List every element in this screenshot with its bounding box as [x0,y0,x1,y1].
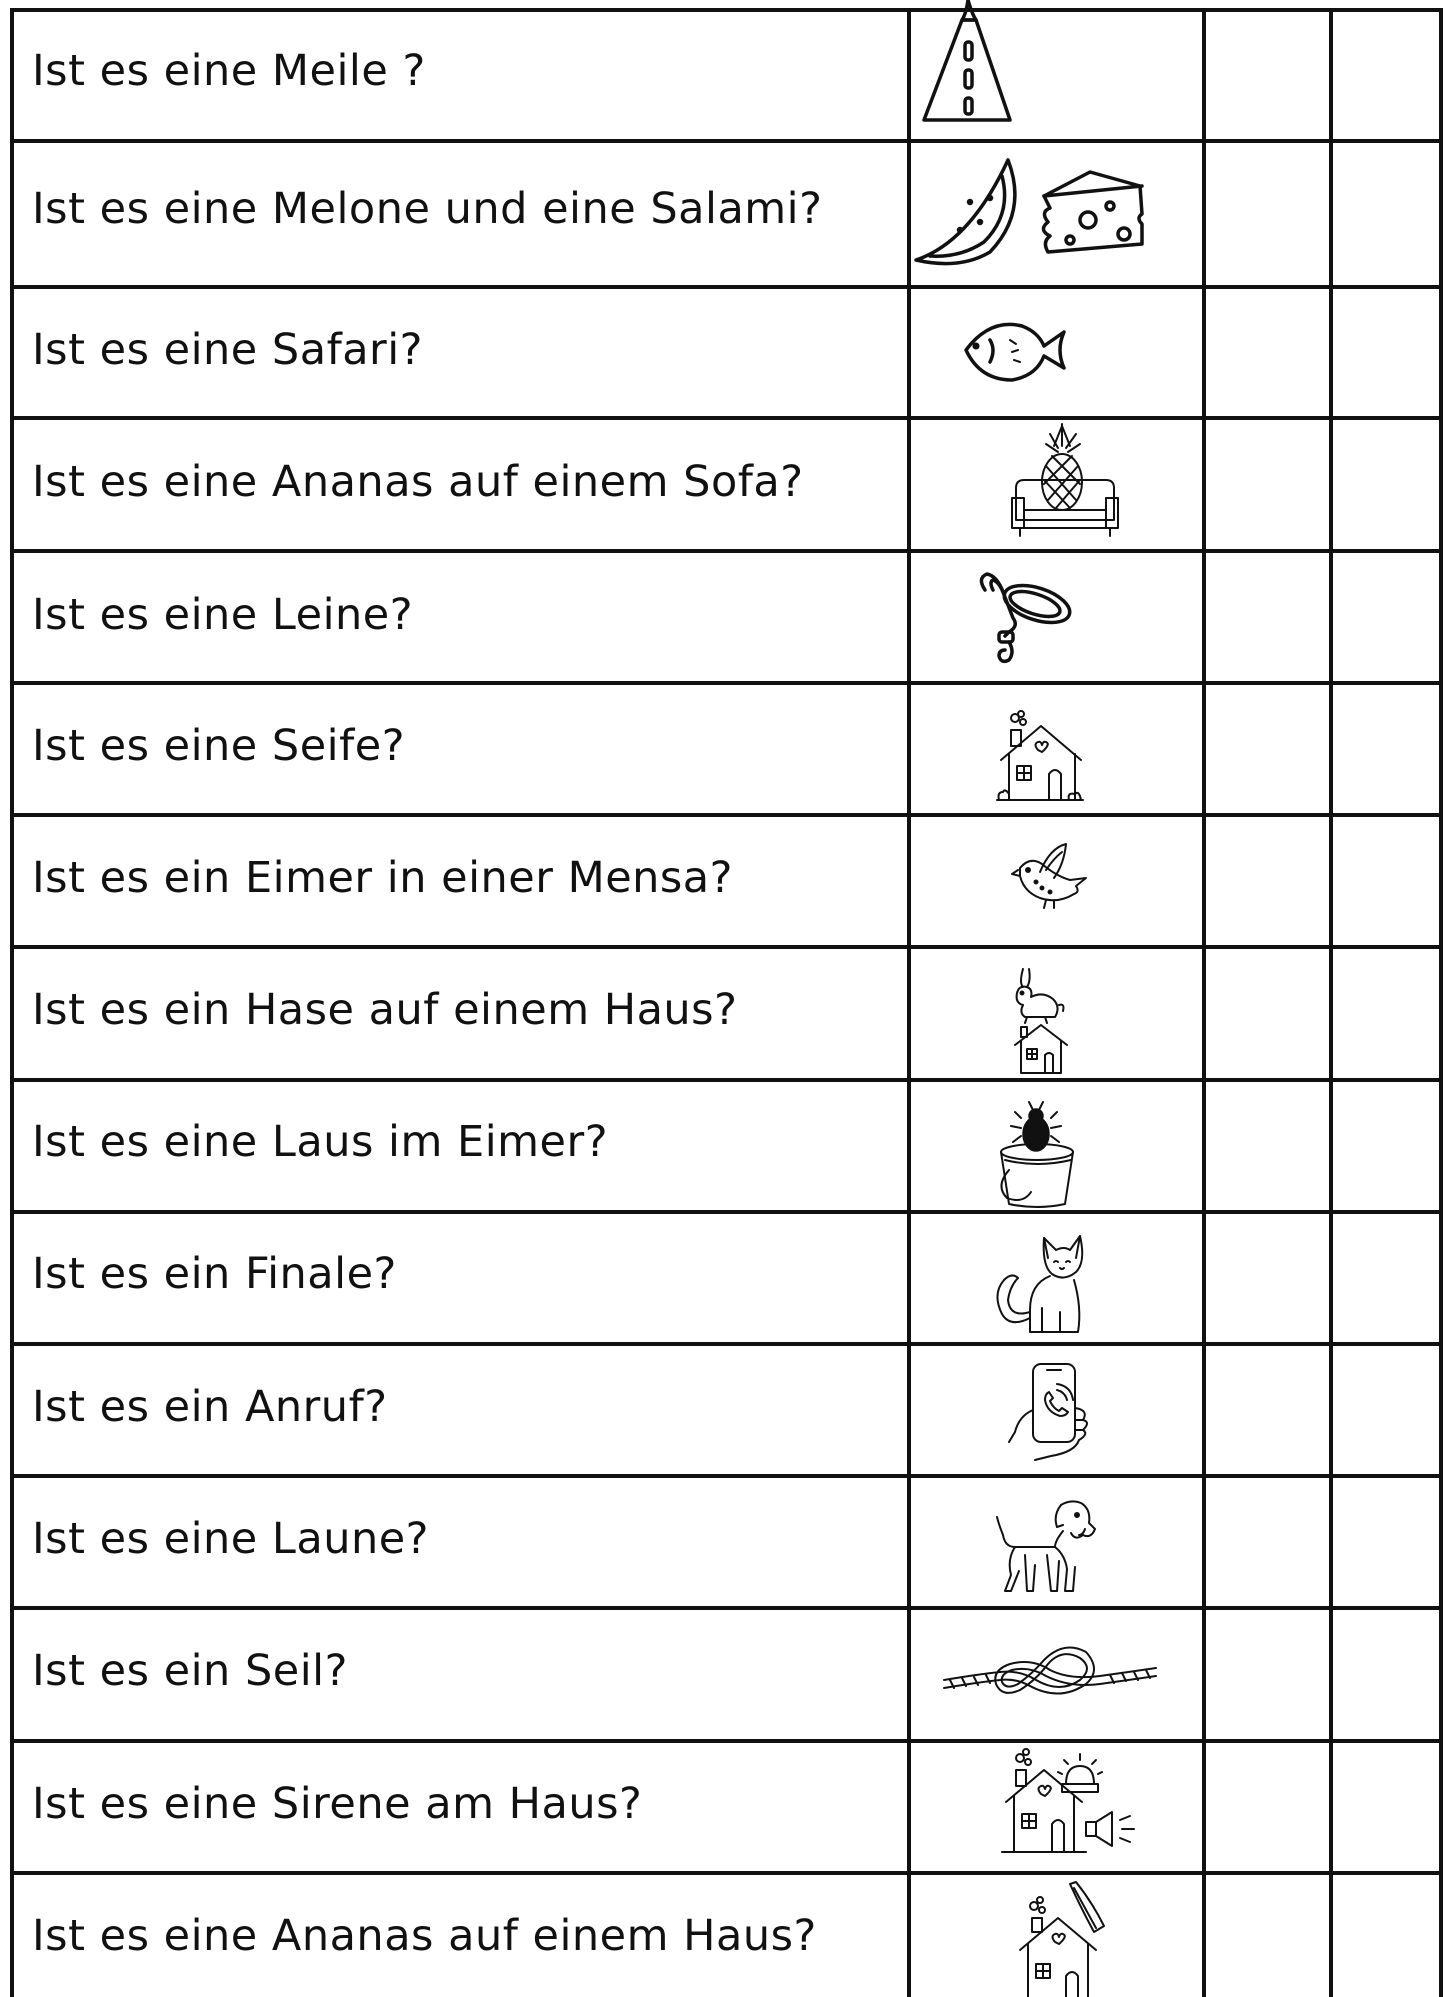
house-icon [995,708,1085,808]
bird-icon [1010,842,1090,912]
question-text: Ist es ein Hase auf einem Haus? [32,985,738,1035]
pineapple-on-sofa-icon [1010,420,1120,545]
phone-call-icon [1005,1360,1095,1465]
question-text: Ist es eine Sirene am Haus? [32,1779,643,1829]
fish-icon [960,310,1070,385]
house-with-siren-icon [1000,1740,1150,1860]
question-text: Ist es eine Meile ? [32,46,426,96]
table-border-left [10,8,14,1997]
question-text: Ist es ein Eimer in einer Mensa? [32,853,733,903]
dog-icon [995,1495,1100,1600]
table-border-right [1439,8,1443,1997]
answer-cells-no-column[interactable] [1333,12,1439,1997]
question-text: Ist es eine Ananas auf einem Haus? [32,1911,817,1961]
question-text: Ist es eine Laune? [32,1514,430,1564]
question-text: Ist es eine Leine? [32,590,414,640]
question-text: Ist es eine Ananas auf einem Sofa? [32,457,804,507]
question-text: Ist es eine Laus im Eimer? [32,1117,609,1167]
rope-knot-icon [940,1640,1160,1705]
question-text: Ist es eine Safari? [32,325,423,375]
road-icon [910,0,1010,130]
cat-icon [990,1228,1090,1338]
melon-and-cheese-icon [910,152,1150,272]
question-text: Ist es ein Seil? [32,1646,348,1696]
column-divider-picture [907,8,911,1997]
leash-icon [975,570,1075,670]
question-text: Ist es ein Anruf? [32,1382,388,1432]
louse-in-bucket-icon [995,1100,1080,1210]
question-text: Ist es ein Finale? [32,1249,397,1299]
answer-cells-yes-column[interactable] [1206,12,1329,1997]
banana-on-house-icon [1010,1880,1120,1997]
question-text: Ist es eine Seife? [32,721,406,771]
rabbit-on-house-icon [1005,965,1075,1077]
question-text: Ist es eine Melone und eine Salami? [32,184,823,234]
